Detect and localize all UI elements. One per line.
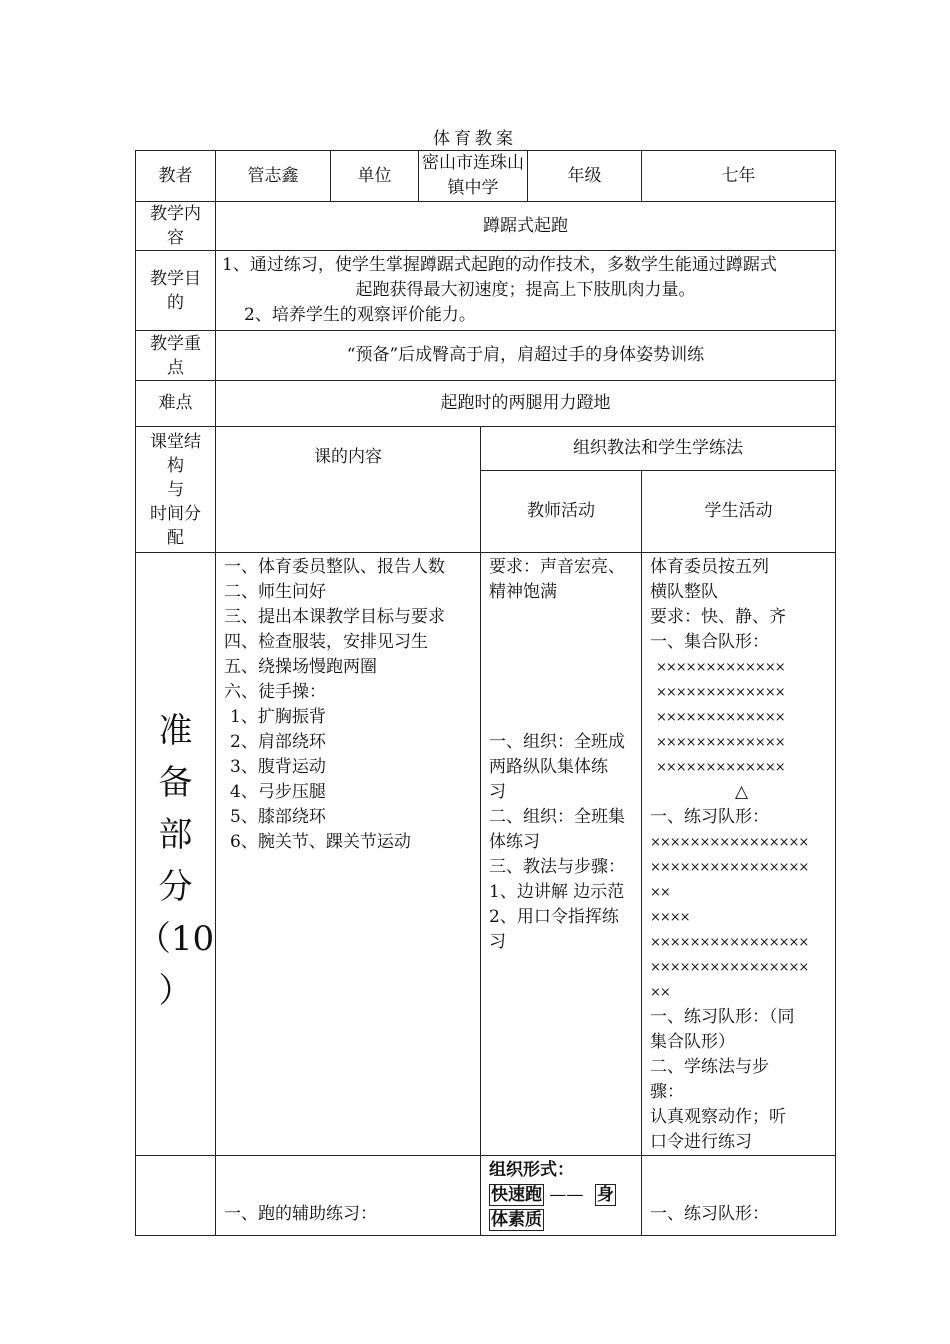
objectives-label: 教学目 的 (136, 251, 216, 331)
list-item: 五、绕操场慢跑两圈 (224, 657, 377, 677)
prep-row (136, 553, 836, 1156)
unit-name: 密山市连珠山镇中学 (419, 151, 528, 202)
next-section-row (136, 1156, 836, 1236)
practice-row: ×××××××××××××××× (650, 960, 809, 975)
content-value: 蹲踞式起跑 (216, 202, 836, 251)
list-item: 一、体育委员整队、报告人数 (224, 557, 445, 577)
content-header: 课的内容 (216, 427, 481, 553)
prep-section-label: 准 备 部 分 （10 ） (136, 553, 216, 1156)
list-item: 四、检查服装，安排见习生 (224, 632, 428, 652)
formation-row: ××××××××××××× (656, 760, 785, 775)
teacher-label: 教者 (136, 151, 216, 202)
list-item: 2、肩部绕环 (230, 732, 326, 752)
teacher-position-icon: △ (734, 782, 749, 802)
objectives-row (136, 251, 836, 331)
practice-row: ×× (650, 885, 670, 900)
difficulty-label: 难点 (136, 381, 216, 427)
key-point-value: “预备”后成臀高于肩，肩超过手的身体姿势训练 (216, 331, 836, 381)
practice-row: ×××××××××××××××× (650, 860, 809, 875)
teacher-name: 管志鑫 (216, 151, 331, 202)
content-label: 教学内 容 (136, 202, 216, 251)
objectives-text: 1、通过练习，使学生掌握蹲踞式起跑的动作技术，多数学生能通过蹲踞式 起跑获得最大初速度；提高上下肢肌肉力量。 2、培养学生的观察评价能力。 (216, 251, 836, 331)
list-item: 六、徒手操： (224, 682, 326, 702)
prep-student-activity: 体育委员按五列 横队整队 要求：快、静、齐 一、集合队形： ××××××××××××× ××××××××××××× ××××××××××××× ××××××××××××× ××××××××××××× △ 一、练习队形： ×××××××××××××××× ×××××××××××××××× ×× ×××× ×××××××××××××××× ×××××××××××××××× ×× 一、练习队形：（同 集合队形） 二、学练法与步 骤： 认真观察动作；听 口令进行练习 (642, 553, 836, 1156)
list-item: 3、腹背运动 (230, 757, 326, 777)
prep-content (216, 553, 481, 1156)
document-title: 体育教案 (433, 129, 517, 149)
structure-row-1 (136, 427, 836, 471)
difficulty-row (136, 381, 836, 427)
grade-label: 年级 (528, 151, 642, 202)
key-point-label: 教学重 点 (136, 331, 216, 381)
practice-row: ×××××××××××××××× (650, 835, 809, 850)
formation-row: ××××××××××××× (656, 710, 785, 725)
practice-row: ×× (650, 985, 670, 1000)
method-header: 组织教法和学生学练法 (481, 427, 836, 471)
list-item: 三、提出本课教学目标与要求 (224, 607, 445, 627)
formation-row: ××××××××××××× (656, 685, 785, 700)
list-item: 4、弓步压腿 (230, 782, 326, 802)
list-item: 6、腕关节、踝关节运动 (230, 832, 411, 852)
practice-row: ×××××××××××××××× (650, 935, 809, 950)
student-activity-header: 学生活动 (642, 471, 836, 553)
list-item: 1、扩胸振背 (230, 707, 326, 727)
next-content: 一、跑的辅助练习： (216, 1156, 481, 1236)
difficulty-value: 起跑时的两腿用力蹬地 (216, 381, 836, 427)
next-teacher-activity: 组织形式： 快速跑 —— 身 体素质 (481, 1156, 642, 1236)
prep-teacher-activity: 要求：声音宏亮、 精神饱满 一、组织：全班成 两路纵队集体练 习 二、组织：全班集 体练习 三、教法与步骤： 1、边讲解 边示范 2、用口令指挥练 习 (481, 553, 642, 1156)
practice-row: ×××× (650, 910, 690, 925)
list-item: 5、膝部绕环 (230, 807, 326, 827)
lesson-plan-table (135, 150, 836, 1236)
structure-label: 课堂结 构 与 时间分 配 (136, 427, 216, 553)
grade-value: 七年 (642, 151, 836, 202)
unit-label: 单位 (331, 151, 419, 202)
formation-row: ××××××××××××× (656, 660, 785, 675)
next-student-activity: 一、练习队形： (642, 1156, 836, 1236)
header-row (136, 151, 836, 202)
next-section-label (136, 1156, 216, 1236)
content-row (136, 202, 836, 251)
formation-row: ××××××××××××× (656, 735, 785, 750)
list-item: 二、师生问好 (224, 582, 326, 602)
teacher-activity-header: 教师活动 (481, 471, 642, 553)
key-point-row (136, 331, 836, 381)
